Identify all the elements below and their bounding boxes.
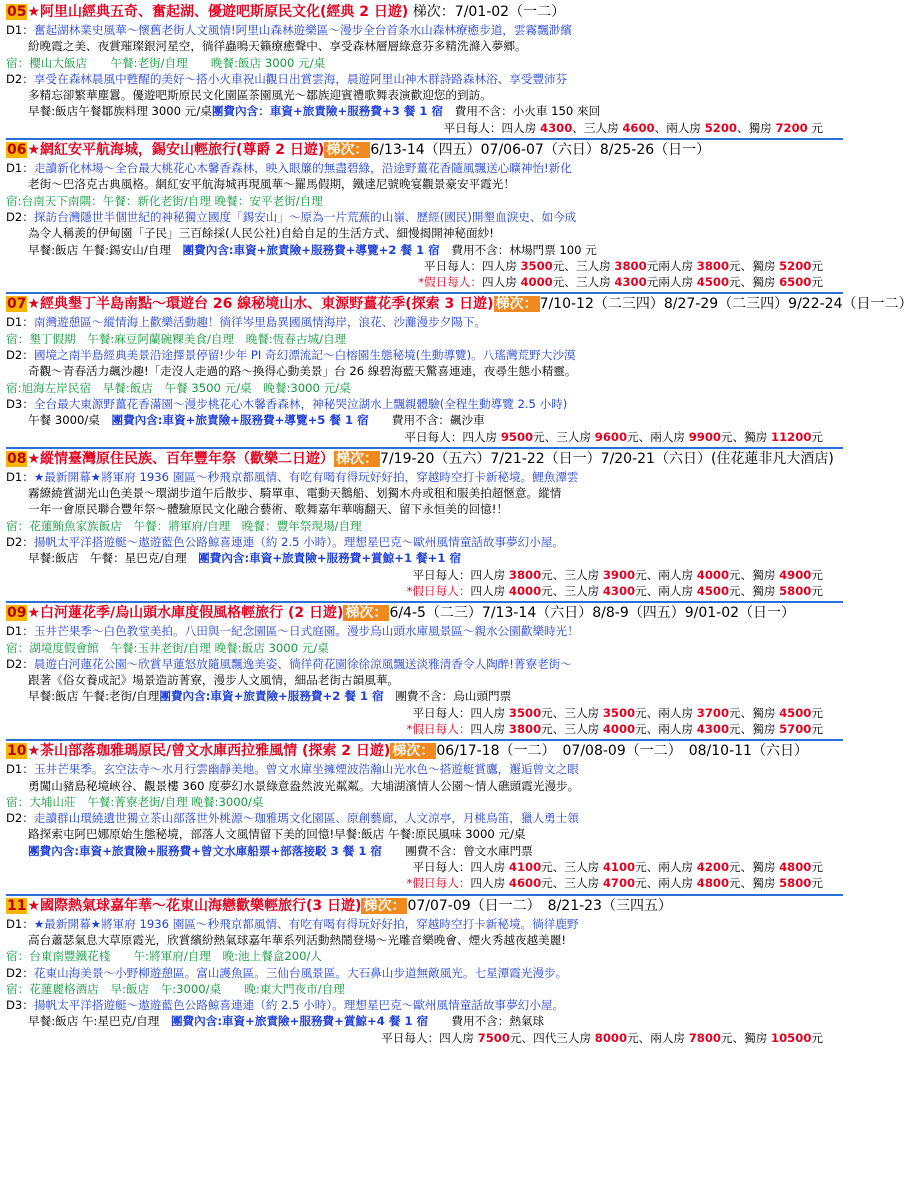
- room-type: 、獨房: [736, 120, 776, 135]
- price-amount: 4000: [696, 567, 730, 582]
- itinerary-line: [6, 794, 843, 810]
- day-label: D2：: [6, 209, 34, 224]
- price-unit: 元: [811, 705, 823, 720]
- price-unit: 元: [811, 860, 823, 875]
- room-type: 元、兩人房: [635, 583, 697, 598]
- price-amount: 4700: [602, 876, 636, 891]
- room-type: 元、獨房: [729, 258, 780, 273]
- itinerary-line: [6, 242, 843, 258]
- schedule-dates: 6/13-14（四五）07/06-07（六日）8/25-26（日一）: [370, 142, 711, 159]
- room-type: 元、兩人房: [635, 567, 697, 582]
- price-amount: 8000: [594, 1030, 628, 1045]
- room-type: 元、三人房: [541, 860, 603, 875]
- tour-number-badge: 05: [7, 4, 27, 20]
- price-unit: 元: [807, 120, 823, 135]
- schedule-dates: 07/07-09（日一二） 8/21-23（三四五）: [407, 897, 672, 914]
- price-label: *假日每人：: [406, 583, 471, 598]
- tour-title-row: [6, 604, 843, 623]
- price-unit: 元: [811, 275, 823, 290]
- day-label: D1：: [6, 916, 34, 931]
- price-amount: 3800: [508, 567, 542, 582]
- meal-info: 午餐 3000/桌: [28, 413, 112, 428]
- room-type: 四人房: [482, 275, 521, 290]
- tour-title[interactable]: ★經典墾丁半島南點～環遊台 26 線秘境山水、東源野薑花季(探索 3 日遊): [27, 296, 494, 313]
- schedule-label: 梯次：: [392, 743, 435, 760]
- price-unit: 元: [811, 429, 823, 444]
- day-description: 奮起湖林業史風華～懷舊老街人文風情!阿里山森林遊樂區～漫步全台首条水山森林療癒步道，雲霧飄渺繽: [33, 23, 572, 37]
- itinerary-line: [6, 193, 843, 209]
- itinerary-line: [6, 160, 843, 176]
- itinerary-line: [6, 314, 843, 330]
- itinerary-text: 跟著《俗女養成記》場景造訪菁寮，漫步人文風情，細品老街古韻風華。: [28, 673, 400, 688]
- itinerary-line: [6, 965, 843, 981]
- tour-block: [6, 2, 843, 140]
- price-amount: 5700: [779, 721, 812, 736]
- itinerary-text: 高台蕭瑟氣息大草原霞光，欣賞繽紛熱氣球嘉年華系列活動熱鬧登場～光雕音樂晚會、煙火秀越夜越美麗!: [28, 932, 566, 947]
- price-amount: 4200: [696, 860, 730, 875]
- tour-title[interactable]: ★縱情臺灣原住民族、百年豐年祭（歡樂二日遊）: [27, 450, 335, 467]
- schedule-dates: 7/10-12（二三四）8/27-29（二三四）9/22-24（日一二）: [539, 296, 912, 313]
- room-type: 四人房: [470, 860, 509, 875]
- itinerary-text: 為令人稱羨的伊甸園「子民」三百餘採(人民公社)自給自足的生活方式、細慢揭開神秘面紗!: [28, 226, 494, 241]
- price-amount: 3800: [508, 721, 542, 736]
- schedule-dates: 6/4-5（二三）7/13-14（六日）8/8-9（四五）9/01-02（日一）: [389, 605, 796, 622]
- day-description: 走讀新化林場～全台最大桃花心木馨香森林，映入眼簾的無盡碧綠，沿途野薑花香隨風飄送心曠神怡!新化: [33, 161, 572, 176]
- price-amount: 4300: [614, 275, 647, 290]
- price-line: [6, 583, 843, 599]
- price-label: 平日每人：: [412, 567, 471, 582]
- tour-number-badge: 10: [7, 743, 27, 760]
- itinerary-line: [6, 412, 843, 428]
- day-label: D2：: [6, 656, 34, 671]
- price-amount: 4300: [540, 120, 573, 135]
- day-description: 南灣遊憩區～縱情海上歡樂活動趣！徜徉岑里島異國風情海岸，浪花、沙灘漫步夕陽下。: [33, 315, 487, 330]
- itinerary-line: [6, 71, 843, 87]
- schedule-label: 梯次：: [363, 897, 406, 914]
- room-type: 四人房: [470, 567, 509, 582]
- price-amount: 4600: [508, 876, 542, 891]
- room-type: 元、三人房: [533, 429, 595, 444]
- price-amount: 7800: [688, 1030, 721, 1045]
- lodging-info: 宿:旭海左岸民宿 早餐:飯店 午餐 3500 元/桌 晚餐:3000 元/桌: [6, 380, 351, 395]
- tour-number-badge: 11: [7, 897, 27, 914]
- price-amount: 3500: [520, 258, 553, 273]
- itinerary-line: [6, 1013, 843, 1029]
- room-type: 元、三人房: [541, 567, 603, 582]
- price-line: [6, 429, 843, 445]
- tour-fee-includes: 團費內含:車資+旅責險+服務費+導覽+2 餐 1 宿: [182, 242, 440, 257]
- lodging-info: 宿：大埔山莊 午餐:菁寮老街/自理 晚餐:3000/桌: [6, 794, 264, 809]
- lodging-info: 宿:台南天下南隅：午餐：新化老街/自理 晚餐：安平老街/自理: [6, 193, 323, 208]
- price-amount: 11200: [771, 429, 812, 444]
- itinerary-line: [6, 843, 843, 859]
- itinerary-line: [6, 916, 843, 932]
- price-label: 平日每人：: [381, 1030, 440, 1045]
- itinerary-line: [6, 396, 843, 412]
- price-amount: 4500: [696, 275, 730, 290]
- price-amount: 4800: [779, 860, 812, 875]
- tour-title[interactable]: ★國際熱氣球嘉年華～花東山海戀歡樂輕旅行(3 日遊): [27, 897, 362, 914]
- itinerary-line: [6, 688, 843, 704]
- itinerary-line: [6, 331, 843, 347]
- itinerary-text: 勇闖山豬島秘境峽谷、觀景樓 360 度夢幻水景綠意盎然波光粼粼。大埔湖濱情人公園～情人礁頭霞光漫步。: [28, 778, 580, 793]
- day-label: D3：: [6, 998, 34, 1013]
- price-unit: 元: [811, 258, 823, 273]
- itinerary-line: [6, 826, 843, 842]
- schedule-label: 梯次：: [336, 450, 379, 467]
- price-label: *假日每人：: [418, 275, 483, 290]
- room-type: 四人房: [501, 120, 540, 135]
- tour-block: [6, 140, 843, 294]
- room-type: 元、兩人房: [627, 429, 689, 444]
- schedule-label: 梯次：: [345, 605, 388, 622]
- tour-fee-includes: 團費內含:車資+旅責險+服務費+導覽+5 餐 1 宿: [111, 413, 369, 428]
- itinerary-text: 路探索屯阿巴娜原始生態秘境，部落人文風情留下美的回憶!早餐:飯店 午餐:原民風味 3000 元/桌: [28, 827, 526, 842]
- itinerary-line: [6, 87, 843, 103]
- price-line: [6, 875, 843, 891]
- room-type: 元兩人房: [646, 275, 697, 290]
- tour-title[interactable]: ★茶山部落珈雅瑪原民/曾文水庫西拉雅風情 (探索 2 日遊): [27, 743, 391, 760]
- day-label: D1：: [6, 624, 34, 639]
- price-line: [6, 274, 843, 290]
- day-label: D1：: [6, 762, 34, 777]
- tour-number-badge: 09: [7, 605, 27, 622]
- itinerary-line: [6, 22, 843, 38]
- fee-excludes: 團費不含：烏山頭門票: [383, 689, 512, 704]
- day-description: 國境之南半島經典美景沿途擇景停留!少年 PI 奇幻漂流記～白榕園生態秘境(生動導覽)。八瑤灣荒野大沙漠: [33, 348, 576, 363]
- itinerary-line: [6, 55, 843, 71]
- meal-info: 早餐:飯店午餐鄒族料理 3000 元/桌: [28, 104, 212, 119]
- price-amount: 3800: [614, 258, 647, 273]
- day-label: D2：: [6, 535, 34, 550]
- itinerary-line: [6, 469, 843, 485]
- itinerary-line: [6, 501, 843, 517]
- price-unit: 元: [811, 567, 823, 582]
- itinerary-line: [6, 485, 843, 501]
- day-label: D2：: [6, 71, 34, 86]
- tour-title-row: [6, 3, 843, 22]
- itinerary-line: [6, 623, 843, 639]
- price-amount: 7200: [775, 120, 808, 135]
- tour-number-badge: 07: [7, 296, 27, 313]
- price-amount: 4800: [696, 876, 730, 891]
- tour-fee-includes: 團費內含:車資+旅責險+服務費+曾文水庫船票+部落接駁 3 餐 1 宿: [28, 843, 383, 858]
- price-line: [6, 120, 843, 136]
- tour-fee-includes: 團費內含：車資+旅責險+服務費+3 餐 1 宿: [211, 104, 444, 119]
- price-amount: 4300: [696, 721, 730, 736]
- room-type: 元、獨房: [729, 860, 780, 875]
- itinerary-text: 老街～巴洛克古典風格。網紅安平航海城再現風華～羅馬假期，鐵達尼號晚宴觀景豪安平霞光！: [28, 177, 515, 192]
- day-description: 玉井芒果季。玄空法寺～水月行雲幽靜美地。曾文水庫坐擁煙波浩瀚山光水色～搭遊艇賞鷹，邂逅曾文之眼: [33, 762, 579, 777]
- day-label: D2：: [6, 348, 34, 363]
- price-label: 平日每人：: [404, 429, 463, 444]
- itinerary-line: [6, 176, 843, 192]
- tour-title-row: [6, 295, 912, 314]
- itinerary-line: [6, 103, 843, 119]
- room-type: 元、獨房: [729, 876, 780, 891]
- room-type: 元、三人房: [541, 583, 603, 598]
- price-label: 平日每人：: [424, 258, 483, 273]
- schedule-label: 梯次：: [408, 4, 455, 20]
- price-amount: 9900: [688, 429, 721, 444]
- room-type: 四人房: [470, 876, 509, 891]
- tour-block: [6, 896, 843, 1048]
- itinerary-line: [6, 932, 843, 948]
- itinerary-line: [6, 948, 843, 964]
- price-amount: 4500: [779, 705, 812, 720]
- room-type: 元、獨房: [729, 721, 780, 736]
- price-amount: 4600: [622, 120, 655, 135]
- schedule-label: 梯次：: [495, 296, 538, 313]
- day-label: D1：: [6, 161, 34, 176]
- price-line: [6, 721, 843, 737]
- price-amount: 4500: [696, 583, 730, 598]
- room-type: 元、四代三人房: [509, 1030, 595, 1045]
- day-description: 揚帆太平洋搭遊艇～遨遊藍色公路鯨喜連連（約 2.5 小時）。理想星巴克～歐州風情童話故事夢幻小屋。: [33, 535, 565, 550]
- tour-title-row: [6, 897, 843, 916]
- itinerary-text: 霧繚繞賞湖光山色美景～環湖步道午后散步、騎單車、電動天鵝船、划獨木舟或租和服美拍超愜意。縱情: [28, 486, 562, 501]
- schedule-dates: 7/19-20（五六）7/21-22（日一）7/20-21（六日）(住花蓮非凡大酒店): [380, 450, 834, 467]
- lodging-info: 宿：花蓮鮪魚家族飯店 午餐：將軍府/自理 晚餐：豐年祭現場/自理: [6, 518, 362, 533]
- price-amount: 4000: [520, 275, 553, 290]
- itinerary-line: [6, 518, 843, 534]
- price-label: *假日每人：: [406, 721, 471, 736]
- tour-fee-includes: 團費內含:車資+旅責險+服務費+2 餐 1 宿: [159, 689, 384, 704]
- tour-block: [6, 449, 843, 603]
- price-unit: 元: [811, 876, 823, 891]
- price-amount: 4300: [602, 583, 636, 598]
- room-type: 四人房: [470, 583, 509, 598]
- fee-excludes: 費用不含：熱氣球: [428, 1014, 545, 1029]
- fee-excludes: 費用不含：飆沙車: [368, 413, 485, 428]
- price-amount: 5200: [779, 258, 812, 273]
- itinerary-line: [6, 209, 843, 225]
- tour-title[interactable]: ★白河蓮花季/烏山頭水庫度假風格輕旅行 (2 日遊): [27, 605, 344, 622]
- price-amount: 9500: [500, 429, 534, 444]
- room-type: 元、三人房: [552, 258, 615, 273]
- day-description: 全台最大東源野薑花香滿園～漫步桃花心木馨香森林，神秘哭泣湖水上飄親體驗(全程生動導覽 2.5 小時): [33, 396, 568, 411]
- room-type: 四人房: [439, 1030, 478, 1045]
- itinerary-line: [6, 550, 843, 566]
- itinerary-line: [6, 347, 843, 363]
- room-type: 元兩人房: [646, 258, 697, 273]
- day-description: 走讀群山環繞遺世獨立茶山部落世外桃源～珈雅瑪文化園區、原創藝廊，人文涼亭，月桃鳥笛，獵人勇士領: [33, 811, 579, 826]
- day-label: D3：: [6, 396, 34, 411]
- day-label: D2：: [6, 965, 34, 980]
- room-type: 元、獨房: [729, 567, 780, 582]
- price-unit: 元: [811, 583, 823, 598]
- day-description: 享受在森林晨風中甦醒的美好～搭小火車祝山觀日出賞雲海，晨遊阿里山神木群詩路森林浴、享受豐沛芬: [33, 71, 568, 86]
- tour-block: [6, 741, 843, 895]
- price-label: 平日每人：: [412, 705, 471, 720]
- price-amount: 4000: [602, 721, 636, 736]
- room-type: 元、兩人房: [635, 860, 697, 875]
- price-amount: 3900: [602, 567, 636, 582]
- price-amount: 3500: [508, 705, 542, 720]
- price-amount: 3700: [696, 705, 730, 720]
- price-amount: 6500: [779, 275, 812, 290]
- tour-title-row: [6, 742, 843, 761]
- price-amount: 5200: [704, 120, 737, 135]
- price-amount: 10500: [771, 1030, 812, 1045]
- tour-title-row: [6, 141, 843, 160]
- day-label: D1：: [6, 23, 34, 37]
- room-type: 元、兩人房: [635, 876, 697, 891]
- itinerary-line: [6, 656, 843, 672]
- price-line: [6, 567, 843, 583]
- day-description: 探訪台灣隱世半個世紀的神秘獨立國度「錫安山」～原為一片荒蕪的山嶺、歷經(國民)開墾血淚史、如今成: [33, 209, 577, 224]
- price-amount: 7500: [477, 1030, 510, 1045]
- price-amount: 3800: [696, 258, 730, 273]
- room-type: 元、三人房: [541, 876, 603, 891]
- itinerary-line: [6, 981, 843, 997]
- price-label: 平日每人：: [412, 860, 471, 875]
- price-amount: 9600: [594, 429, 628, 444]
- room-type: 元、獨房: [729, 275, 780, 290]
- room-type: 元、兩人房: [635, 721, 697, 736]
- tour-title[interactable]: ★阿里山經典五奇、奮起湖、優遊吧斯原民文化(經典 2 日遊): [27, 4, 409, 20]
- meal-info: 早餐:飯店 午:星巴克/自理: [28, 1014, 171, 1029]
- room-type: 元、獨房: [720, 1030, 772, 1045]
- tour-block: [6, 294, 912, 448]
- schedule-dates: 06/17-18（一二） 07/08-09（一二） 08/10-11（六日）: [436, 743, 808, 760]
- tour-title[interactable]: ★網紅安平航海城，錫安山輕旅行(尊爵 2 日遊): [27, 142, 325, 159]
- tour-block: [6, 603, 843, 741]
- day-description: 花東山海美景～小野柳遊憩區。富山護魚區。三仙台風景區。大石鼻山步道無敵風光。七星潭霞光漫步。: [33, 965, 568, 980]
- room-type: 元、獨房: [720, 429, 772, 444]
- price-unit: 元: [811, 1030, 823, 1045]
- fee-excludes: 費用不含：林場門票 100 元: [439, 242, 597, 257]
- tour-number-badge: 08: [7, 450, 27, 467]
- lodging-info: 宿：湖境度假會館 午餐:玉井老街/自理 晚餐:飯店 3000 元/桌: [6, 640, 329, 655]
- tour-fee-includes: 團費內含:車資+旅責險+服務費+賞鯨+4 餐 1 宿: [170, 1014, 429, 1029]
- price-amount: 4000: [508, 583, 542, 598]
- itinerary-line: [6, 672, 843, 688]
- room-type: 元、兩人房: [627, 1030, 689, 1045]
- room-type: 四人房: [470, 721, 509, 736]
- meal-info: 早餐:飯店 午餐:老街/自理: [28, 689, 160, 704]
- itinerary-line: [6, 38, 843, 54]
- day-label: D2：: [6, 811, 34, 826]
- schedule-dates: 7/01-02（一二）: [454, 4, 566, 20]
- price-line: [6, 1030, 843, 1046]
- tour-title-row: [6, 450, 843, 469]
- room-type: 元、獨房: [729, 705, 780, 720]
- itinerary-line: [6, 225, 843, 241]
- itinerary-line: [6, 810, 843, 826]
- meal-info: 早餐:飯店 午餐:錫安山/自理: [28, 242, 183, 257]
- itinerary-line: [6, 534, 843, 550]
- price-label: *假日每人：: [406, 876, 471, 891]
- room-type: 元、獨房: [729, 583, 780, 598]
- itinerary-line: [6, 997, 843, 1013]
- fee-excludes: 費用不含：小火車 150 來回: [443, 104, 601, 119]
- lodging-info: 宿：墾丁假期 午餐:麻豆阿蘭碗粿美食/自理 晚餐:恆春古城/自理: [6, 331, 347, 346]
- price-label: 平日每人：: [443, 120, 502, 135]
- room-type: 元、三人房: [541, 721, 603, 736]
- room-type: 元、兩人房: [635, 705, 697, 720]
- price-amount: 4100: [508, 860, 542, 875]
- price-amount: 4900: [779, 567, 812, 582]
- room-type: 、兩人房: [654, 120, 705, 135]
- itinerary-line: [6, 778, 843, 794]
- price-amount: 4100: [602, 860, 636, 875]
- room-type: 四人房: [482, 258, 521, 273]
- day-description: 揚帆太平洋搭遊艇～遨遊藍色公路鯨喜連連（約 2.5 小時）。理想星巴克～歐州風情童話故事夢幻小屋。: [33, 998, 565, 1013]
- itinerary-text: 多精忘卻繁華塵囂。優遊吧斯原民文化園區茶園風光～鄒族迎賓禮歌舞表演歡迎您的到訪。: [28, 88, 492, 103]
- price-amount: 5800: [779, 583, 812, 598]
- price-line: [6, 705, 843, 721]
- tour-number-badge: 06: [7, 142, 27, 159]
- day-description: ★最新開幕★將軍府 1936 園區～秒飛京都風情、有吃有喝有得玩好好拍，穿越時空打卡新秘境。徜徉鹿野: [33, 916, 579, 931]
- tour-fee-includes: 團費內含:車資+旅責險+服務費+賞鯨+1 餐+1 宿: [198, 551, 462, 566]
- price-unit: 元: [811, 721, 823, 736]
- itinerary-line: [6, 761, 843, 777]
- fee-excludes: 團費不含：曾文水庫門票: [382, 843, 533, 858]
- day-description: ★最新開幕★將軍府 1936 園區～秒飛京都風情、有吃有喝有得玩好好拍，穿越時空打卡新秘境。鯉魚潭雲: [33, 469, 579, 484]
- itinerary-line: [6, 380, 843, 396]
- room-type: 、三人房: [572, 120, 623, 135]
- price-amount: 3500: [602, 705, 636, 720]
- schedule-label: 梯次：: [326, 142, 369, 159]
- itinerary-text: 紛晚霞之美、夜賞璀璨銀河星空，徜徉蟲鳴天籟療癒聲中、享受森林層層綠意芬多精洗滌入夢鄉。: [28, 39, 527, 54]
- day-label: D1：: [6, 469, 34, 484]
- lodging-info: 宿：櫻山大飯店 午餐:老街/自理 晚餐:飯店 3000 元/桌: [6, 55, 326, 70]
- room-type: 元、三人房: [541, 705, 603, 720]
- day-description: 晨遊白河蓮花公園～欣賞早蓮怒放隨風飄逸美姿、徜徉荷花園徐徐涼風飄送淡雅清香令人陶醉!菁寮老街～: [33, 656, 572, 671]
- lodging-info: 宿：花蓮麗格酒店 早:飯店 午:3000/桌 晚:東大門夜市/自理: [6, 981, 345, 996]
- itinerary-line: [6, 640, 843, 656]
- room-type: 四人房: [470, 705, 509, 720]
- price-line: [6, 258, 843, 274]
- price-amount: 5800: [779, 876, 812, 891]
- day-description: 玉井芒果季～白色教堂美拍。八田與一紀念園區～日式庭園。漫步烏山頭水庫風景區～親水公園歡樂時光！: [33, 624, 579, 639]
- lodging-info: 宿：台東南豐鐵花棧 午:將軍府/自理 晚:池上餐盒200/人: [6, 949, 323, 964]
- itinerary-text: 奇觀～青春活力飆沙趣!「走沒人走過的路～換得心動美景」台 26 線碧海藍天驚喜連連，夜尋生態小精靈。: [28, 364, 577, 379]
- itinerary-line: [6, 363, 843, 379]
- day-label: D1：: [6, 315, 34, 330]
- itinerary-text: 一年一會原民聯合豐年祭～體驗原民文化融合藝術、歌舞嘉年華嗨翻天、留下永恒美的回憶!！: [28, 502, 508, 517]
- meal-info: 早餐:飯店 午餐：星巴克/自理: [28, 551, 199, 566]
- room-type: 四人房: [462, 429, 501, 444]
- price-line: [6, 859, 843, 875]
- room-type: 元、三人房: [552, 275, 615, 290]
